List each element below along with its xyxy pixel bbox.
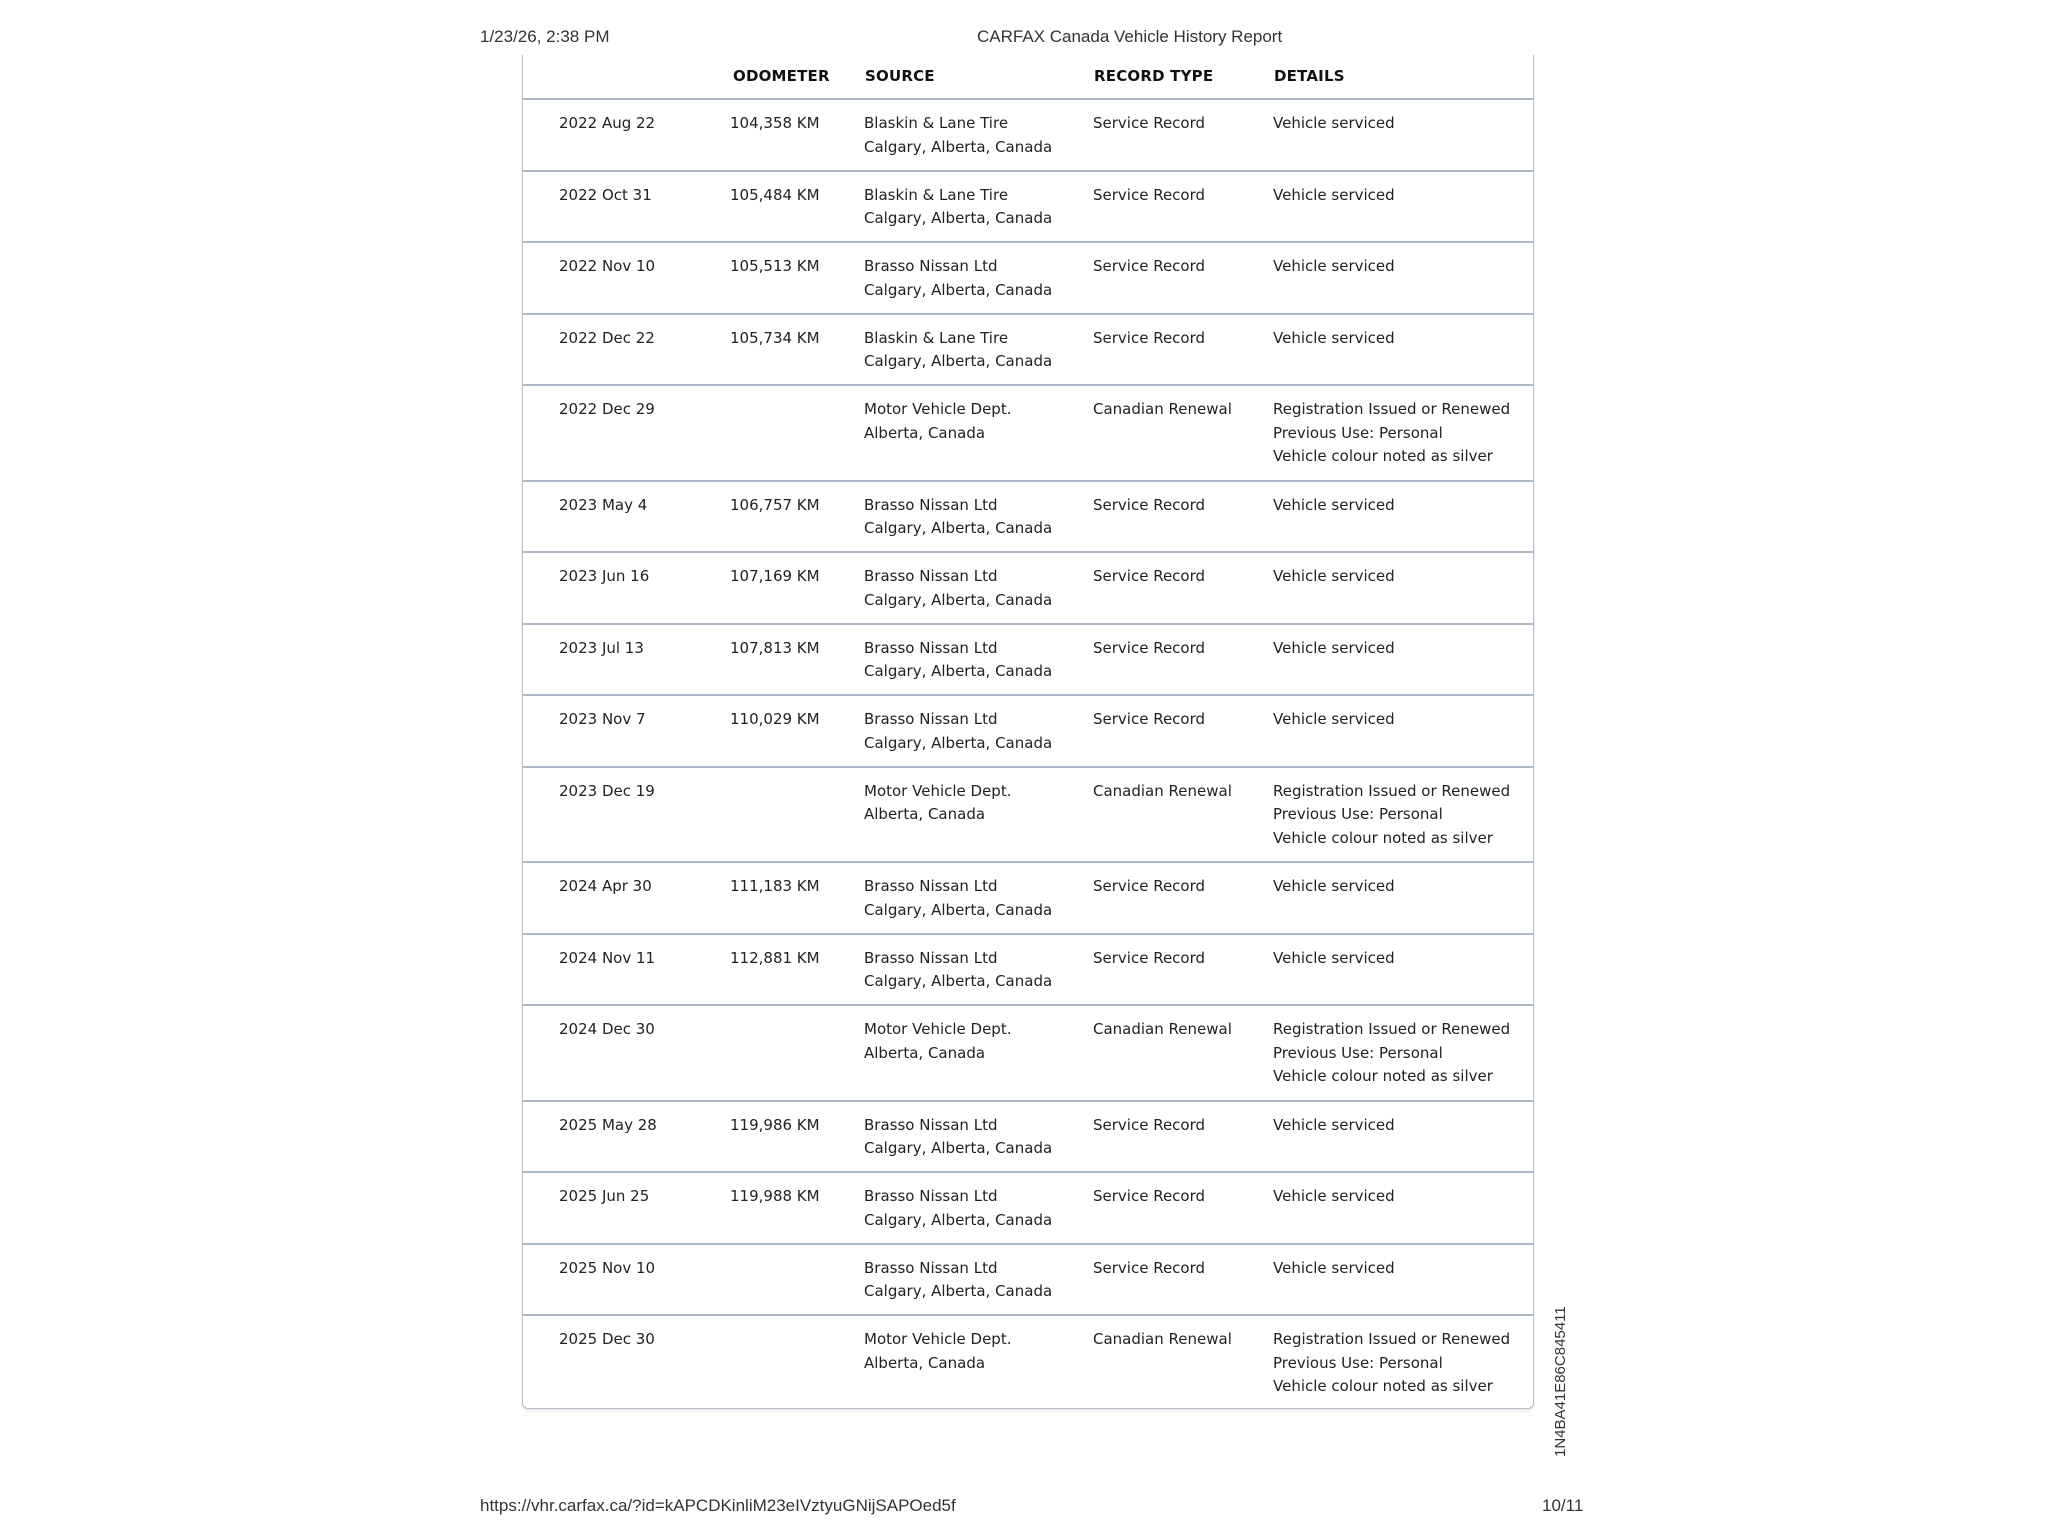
detail-line: Previous Use: Personal	[1273, 1043, 1443, 1062]
detail-line: Previous Use: Personal	[1273, 423, 1443, 442]
record-type: Service Record	[1093, 1258, 1206, 1277]
table-row	[523, 1006, 1533, 1102]
record-date: 2023 Jun 16	[559, 567, 650, 585]
detail-line: Vehicle serviced	[1273, 1258, 1395, 1277]
history-table	[522, 55, 1534, 1409]
record-type: Service Record	[1093, 114, 1206, 132]
table-row	[523, 935, 1533, 1007]
record-date: 2022 Nov 10	[559, 257, 656, 275]
record-details	[1273, 184, 1395, 208]
record-details	[1273, 112, 1395, 136]
source-name: Brasso Nissan Ltd	[864, 948, 998, 967]
record-date: 2025 Nov 10	[559, 1258, 656, 1277]
source-location: Calgary, Alberta, Canada	[864, 137, 1053, 156]
record-details	[1273, 780, 1510, 851]
odometer-reading: 107,169 KM	[730, 567, 820, 585]
odometer-reading: 107,813 KM	[730, 638, 820, 657]
table-row	[523, 100, 1533, 172]
table-row	[523, 1316, 1533, 1409]
detail-line: Registration Issued or Renewed	[1273, 1020, 1511, 1038]
source-name: Brasso Nissan Ltd	[864, 1115, 998, 1134]
source-location: Calgary, Alberta, Canada	[864, 733, 1053, 752]
table-row	[523, 696, 1533, 768]
record-date: 2022 Dec 22	[559, 328, 655, 347]
odometer-reading: 104,358 KM	[730, 114, 820, 132]
column-header-odometer: ODOMETER	[733, 67, 830, 85]
odometer-reading: 106,757 KM	[730, 495, 820, 514]
source-location: Alberta, Canada	[864, 805, 986, 823]
detail-line: Previous Use: Personal	[1273, 1353, 1443, 1372]
source-name: Brasso Nissan Ltd	[864, 567, 998, 585]
column-header-source: SOURCE	[865, 67, 935, 85]
source-location: Calgary, Alberta, Canada	[864, 280, 1053, 299]
detail-line: Vehicle serviced	[1273, 948, 1395, 967]
record-source	[864, 1185, 1052, 1232]
table-row	[523, 863, 1533, 935]
record-date: 2022 Oct 31	[559, 185, 652, 204]
source-name: Brasso Nissan Ltd	[864, 638, 998, 657]
record-type: Canadian Renewal	[1093, 1020, 1232, 1038]
source-name: Blaskin & Lane Tire	[864, 114, 1009, 132]
table-row	[523, 1102, 1533, 1174]
source-name: Blaskin & Lane Tire	[864, 328, 1009, 347]
record-type: Canadian Renewal	[1093, 781, 1232, 800]
record-details	[1273, 637, 1395, 661]
record-source	[864, 184, 1052, 231]
detail-line: Vehicle serviced	[1273, 710, 1395, 728]
detail-line: Vehicle colour noted as silver	[1273, 828, 1493, 847]
record-source	[864, 1018, 1011, 1065]
record-date: 2025 May 28	[559, 1115, 657, 1134]
source-name: Motor Vehicle Dept.	[864, 781, 1012, 800]
record-date: 2024 Dec 30	[559, 1020, 655, 1038]
record-details	[1273, 565, 1395, 589]
record-source	[864, 565, 1052, 612]
record-details	[1273, 327, 1395, 351]
odometer-reading: 105,734 KM	[730, 328, 820, 347]
record-type: Service Record	[1093, 257, 1206, 275]
detail-line: Registration Issued or Renewed	[1273, 781, 1511, 800]
record-type: Service Record	[1093, 1115, 1206, 1134]
record-date: 2022 Aug 22	[559, 114, 656, 132]
table-row	[523, 625, 1533, 697]
record-source	[864, 112, 1052, 159]
record-details	[1273, 708, 1395, 732]
source-name: Brasso Nissan Ltd	[864, 257, 998, 275]
table-row	[523, 768, 1533, 864]
column-header-details: DETAILS	[1274, 67, 1345, 85]
table-row	[523, 1173, 1533, 1245]
record-date: 2023 May 4	[559, 495, 648, 514]
record-source	[864, 780, 1011, 827]
record-type: Service Record	[1093, 567, 1206, 585]
record-type: Service Record	[1093, 710, 1206, 728]
source-location: Calgary, Alberta, Canada	[864, 662, 1053, 680]
record-source	[864, 875, 1052, 922]
detail-line: Vehicle serviced	[1273, 877, 1395, 895]
source-location: Calgary, Alberta, Canada	[864, 1139, 1053, 1157]
record-details	[1273, 947, 1395, 971]
source-location: Calgary, Alberta, Canada	[864, 900, 1053, 919]
vin-number: 1N4BA41E86C845411	[1552, 1306, 1569, 1457]
print-timestamp: 1/23/26, 2:38 PM	[480, 27, 610, 46]
odometer-reading: 119,986 KM	[730, 1115, 820, 1134]
source-name: Motor Vehicle Dept.	[864, 1020, 1012, 1038]
record-type: Service Record	[1093, 877, 1206, 895]
record-type: Canadian Renewal	[1093, 1330, 1232, 1348]
record-date: 2024 Nov 11	[559, 948, 656, 967]
record-details	[1273, 1185, 1395, 1209]
record-date: 2022 Dec 29	[559, 400, 655, 418]
source-location: Calgary, Alberta, Canada	[864, 1282, 1053, 1300]
record-details	[1273, 1114, 1395, 1138]
detail-line: Vehicle serviced	[1273, 495, 1395, 514]
detail-line: Vehicle serviced	[1273, 328, 1395, 347]
detail-line: Vehicle colour noted as silver	[1273, 447, 1493, 465]
source-location: Calgary, Alberta, Canada	[864, 352, 1053, 370]
source-location: Calgary, Alberta, Canada	[864, 209, 1053, 227]
odometer-reading: 110,029 KM	[730, 710, 820, 728]
table-row	[523, 553, 1533, 625]
detail-line: Vehicle serviced	[1273, 185, 1395, 204]
record-date: 2023 Dec 19	[559, 781, 655, 800]
record-details	[1273, 1257, 1395, 1281]
record-source	[864, 637, 1052, 684]
record-details	[1273, 494, 1395, 518]
source-name: Motor Vehicle Dept.	[864, 400, 1012, 418]
odometer-reading: 105,484 KM	[730, 185, 820, 204]
detail-line: Vehicle colour noted as silver	[1273, 1067, 1493, 1085]
source-location: Calgary, Alberta, Canada	[864, 972, 1053, 990]
source-name: Brasso Nissan Ltd	[864, 710, 998, 728]
detail-line: Vehicle serviced	[1273, 567, 1395, 585]
table-row	[523, 243, 1533, 315]
table-row	[523, 172, 1533, 244]
record-type: Service Record	[1093, 948, 1206, 967]
odometer-reading: 119,988 KM	[730, 1187, 820, 1205]
record-details	[1273, 398, 1510, 469]
record-type: Service Record	[1093, 185, 1206, 204]
table-header	[523, 55, 1533, 100]
table-row	[523, 315, 1533, 387]
detail-line: Vehicle serviced	[1273, 257, 1395, 275]
table-body	[523, 100, 1533, 1409]
odometer-reading: 111,183 KM	[730, 877, 820, 895]
source-location: Alberta, Canada	[864, 423, 986, 442]
record-details	[1273, 1328, 1510, 1399]
table-row	[523, 386, 1533, 482]
detail-line: Vehicle colour noted as silver	[1273, 1377, 1493, 1395]
record-date: 2023 Nov 7	[559, 710, 646, 728]
report-title: CARFAX Canada Vehicle History Report	[977, 27, 1283, 46]
record-details	[1273, 255, 1395, 279]
record-date: 2025 Jun 25	[559, 1187, 650, 1205]
record-source	[864, 708, 1052, 755]
record-source	[864, 947, 1052, 994]
source-location: Calgary, Alberta, Canada	[864, 590, 1053, 609]
detail-line: Registration Issued or Renewed	[1273, 1330, 1511, 1348]
table-row	[523, 1245, 1533, 1317]
record-type: Service Record	[1093, 495, 1206, 514]
record-source	[864, 494, 1052, 541]
page-number: 10/11	[1542, 1496, 1584, 1515]
source-name: Brasso Nissan Ltd	[864, 495, 998, 514]
record-source	[864, 1114, 1052, 1161]
record-type: Service Record	[1093, 328, 1206, 347]
odometer-reading: 105,513 KM	[730, 257, 820, 275]
page-url[interactable]: https://vhr.carfax.ca/?id=kAPCDKinliM23eIVztyuGNijSAPOed5f	[480, 1496, 956, 1515]
record-date: 2025 Dec 30	[559, 1330, 655, 1348]
record-date: 2023 Jul 13	[559, 638, 644, 657]
detail-line: Vehicle serviced	[1273, 114, 1395, 132]
record-type: Service Record	[1093, 1187, 1206, 1205]
record-type: Service Record	[1093, 638, 1206, 657]
detail-line: Registration Issued or Renewed	[1273, 400, 1511, 418]
record-type: Canadian Renewal	[1093, 400, 1232, 418]
record-source	[864, 1328, 1011, 1375]
source-location: Calgary, Alberta, Canada	[864, 1210, 1053, 1229]
record-source	[864, 327, 1052, 374]
source-location: Calgary, Alberta, Canada	[864, 519, 1053, 537]
record-date: 2024 Apr 30	[559, 877, 652, 895]
source-name: Brasso Nissan Ltd	[864, 1258, 998, 1277]
table-row	[523, 482, 1533, 554]
column-header-record-type: RECORD TYPE	[1094, 67, 1214, 85]
source-name: Blaskin & Lane Tire	[864, 185, 1009, 204]
detail-line: Vehicle serviced	[1273, 638, 1395, 657]
source-name: Brasso Nissan Ltd	[864, 877, 998, 895]
source-name: Brasso Nissan Ltd	[864, 1187, 998, 1205]
source-location: Alberta, Canada	[864, 1043, 986, 1062]
detail-line: Vehicle serviced	[1273, 1115, 1395, 1134]
record-source	[864, 1257, 1052, 1304]
source-name: Motor Vehicle Dept.	[864, 1330, 1012, 1348]
record-source	[864, 255, 1052, 302]
record-source	[864, 398, 1011, 445]
source-location: Alberta, Canada	[864, 1353, 986, 1372]
detail-line: Previous Use: Personal	[1273, 805, 1443, 823]
record-details	[1273, 1018, 1510, 1089]
detail-line: Vehicle serviced	[1273, 1187, 1395, 1205]
record-details	[1273, 875, 1395, 899]
odometer-reading: 112,881 KM	[730, 948, 820, 967]
